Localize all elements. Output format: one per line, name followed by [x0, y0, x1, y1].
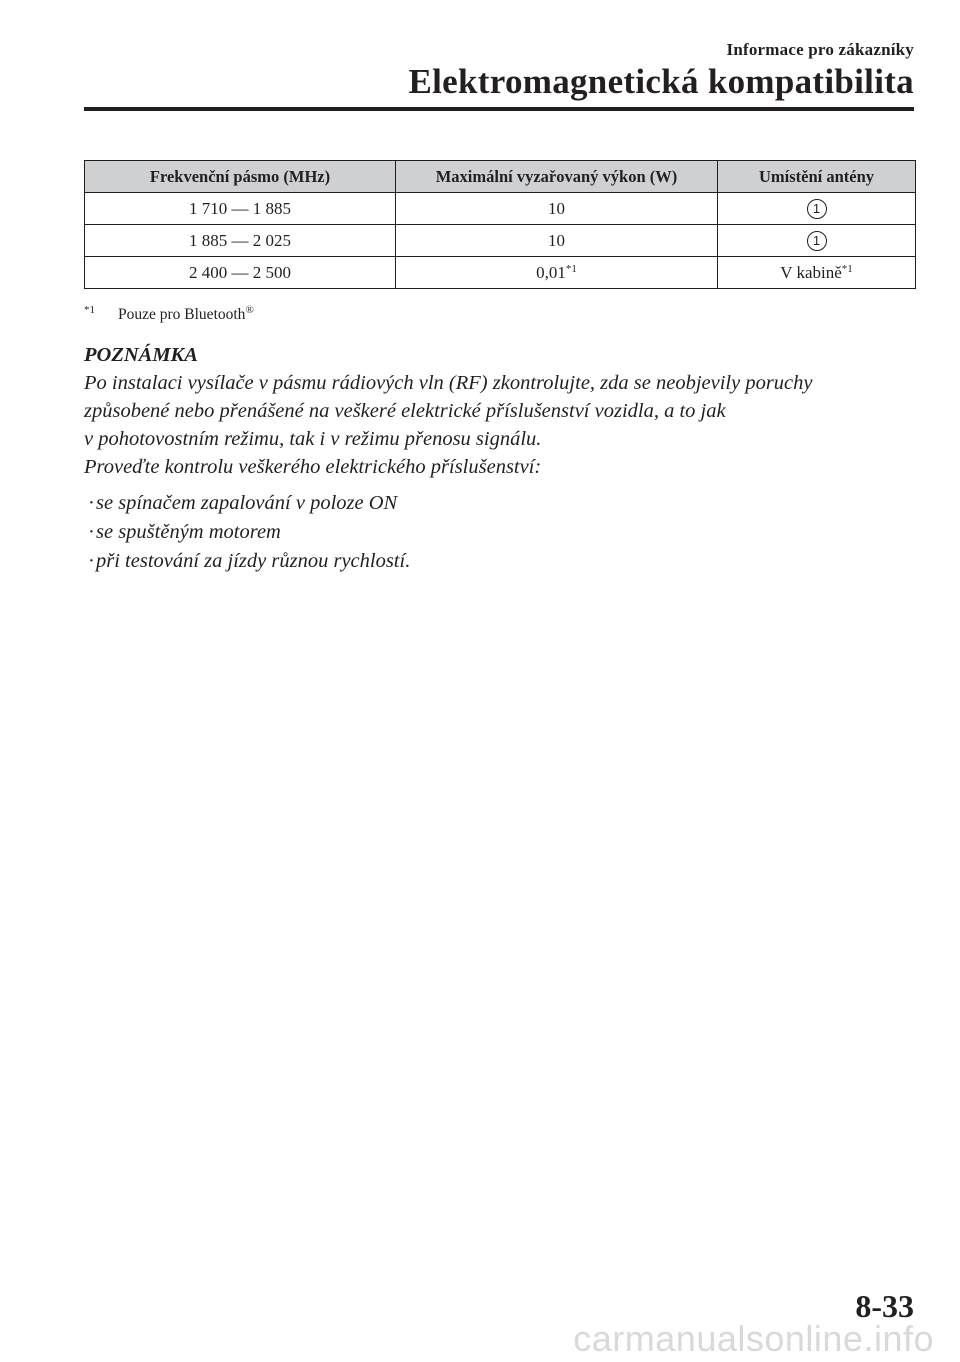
list-item	[84, 489, 914, 518]
header-divider	[84, 107, 914, 111]
column-header-power: Maximální vyzařovaný výkon (W)	[396, 161, 718, 193]
bullet-text: se spínačem zapalování v poloze ON	[96, 492, 398, 514]
footnote-reference: *1	[565, 262, 577, 275]
power-value: 10	[548, 230, 565, 250]
bullet-icon: ·	[88, 550, 95, 572]
table-row	[85, 225, 916, 257]
footnote	[84, 306, 254, 324]
cell-power	[396, 225, 718, 257]
note-line: v pohotovostním režimu, tak i v režimu přenosu signálu.	[84, 428, 542, 450]
cell-antenna	[718, 225, 916, 257]
frequency-table	[84, 160, 916, 289]
power-value: 10	[548, 198, 565, 218]
column-header-antenna: Umístění antény	[718, 161, 916, 193]
antenna-location-text: V kabině	[780, 262, 842, 282]
section-title: Informace pro zákazníky	[726, 40, 914, 59]
note-heading: POZNÁMKA	[84, 344, 198, 366]
note-line: Proveďte kontrolu veškerého elektrického příslušenství:	[84, 456, 542, 478]
cell-frequency: 1 710 — 1 885	[85, 193, 396, 225]
bullet-text: se spuštěným motorem	[96, 521, 281, 543]
antenna-location-marker-icon: 1	[807, 231, 827, 251]
list-item	[84, 547, 914, 576]
note-bullet-list	[84, 489, 914, 576]
footnote-marker: *1	[84, 304, 95, 316]
footnote-reference: *1	[841, 262, 853, 275]
table-header-row	[85, 161, 916, 193]
page-title: Elektromagnetická kompatibilita	[408, 62, 914, 101]
power-value: 0,01	[536, 262, 566, 282]
note-line: Po instalaci vysílače v pásmu rádiových vln (RF) zkontrolujte, zda se neobjevily poruchy	[84, 372, 813, 394]
table-row	[85, 257, 916, 289]
page-number: 8-33	[855, 1288, 914, 1324]
bullet-icon: ·	[88, 492, 95, 514]
table-body	[85, 193, 916, 289]
bullet-text: při testování za jízdy různou rychlostí.	[96, 550, 411, 572]
cell-power	[396, 193, 718, 225]
cell-frequency: 1 885 — 2 025	[85, 225, 396, 257]
note-block	[84, 341, 914, 576]
cell-antenna	[718, 193, 916, 225]
watermark: carmanualsonline.info	[573, 1318, 934, 1359]
cell-frequency: 2 400 — 2 500	[85, 257, 396, 289]
column-header-frequency: Frekvenční pásmo (MHz)	[85, 161, 396, 193]
antenna-location-marker-icon: 1	[807, 199, 827, 219]
list-item	[84, 518, 914, 547]
registered-symbol: ®	[245, 304, 254, 316]
table-row	[85, 193, 916, 225]
cell-antenna	[718, 257, 916, 289]
footnote-text: Pouze pro Bluetooth	[118, 306, 246, 323]
cell-power	[396, 257, 718, 289]
bullet-icon: ·	[88, 521, 95, 543]
note-line: způsobené nebo přenášené na veškeré elektrické příslušenství vozidla, a to jak	[84, 400, 726, 422]
